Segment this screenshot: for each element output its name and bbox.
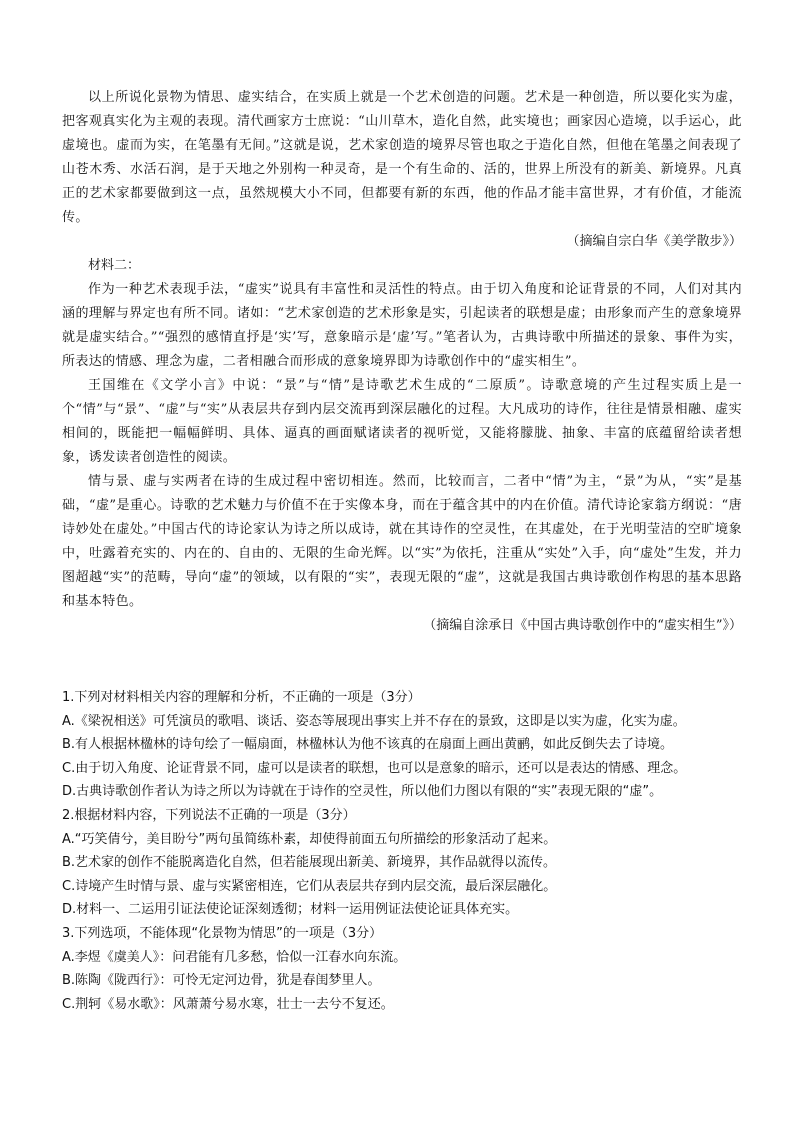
material-two-source: （摘编自涂承日《中国古典诗歌创作中的“虚实相生”》） [423, 618, 742, 633]
question-2-option-b: B.艺术家的创作不能脱离造化自然，但若能展现出新美、新境界，其作品就得以流传。 [62, 855, 557, 871]
question-3-stem: 3.下列选项，不能体现“化景物为情思”的一项是（3分） [62, 925, 383, 941]
question-section [62, 686, 752, 1016]
question-3-option-c: C.荆轲《易水歌》：风萧萧兮易水寒，壮士一去兮不复还。 [62, 996, 394, 1012]
question-2-option-c: C.诗境产生时情与景、虚与实紧密相连，它们从表层共存到内层交流，最后深层融化。 [62, 878, 557, 894]
question-1-option-b: B.有人根据林楹林的诗句绘了一幅扇面，林楹林认为他不该真的在扇面上画出黄鹂，如此反倒失去了诗境。 [62, 737, 674, 753]
material-two-label: 材料二： [88, 258, 141, 273]
question-2-stem: 2.根据材料内容，下列说法不正确的一项是（3分） [62, 807, 356, 823]
question-1-stem: 1.下列对材料相关内容的理解和分析，不正确的一项是（3分） [62, 690, 421, 705]
question-1-option-d: D.古典诗歌创作者认为诗之所以为诗就在于诗作的空灵性，所以他们力图以有限的“实”表现无限的“虚”。 [62, 784, 663, 800]
material-two-paragraph-1: 作为一种艺术表现手法，“虚实”说具有丰富性和灵活性的特点。由于切入角度和论证背景的不同，人们对其内涵的理解与界定也有所不同。诸如：“艺术家创造的艺术形象是实，引起读者的联想是虚；由形象而产生的意象境界就是虚实结合。”“强烈的感情直抒是‘实’写，意象暗示是‘虚’写。”笔者认为，古典诗歌中所描述的景象、事件为实，所表达的情感、理念为虚，二者相融合而形成的意象境界即为诗歌创作中的“虚实相生”。 [62, 282, 742, 369]
question-2-option-a: A.“巧笑倩兮，美目盼兮”两句虽简练朴素，却使得前面五句所描绘的形象活动了起来。 [62, 831, 557, 847]
question-2-option-d: D.材料一、二运用引证法使论证深刻透彻；材料一运用例证法使论证具体充实。 [62, 902, 519, 918]
material-two-paragraph-3: 情与景、虚与实两者在诗的生成过程中密切相连。然而，比较而言，二者中“情”为主，“景”为从，“实”是基础，“虚”是重心。诗歌的艺术魅力与价值不在于实像本身，而在于蕴含其中的内在价值。清代诗论家翁方纲说：“唐诗妙处在虚处。”中国古代的诗论家认为诗之所以成诗，就在其诗作的空灵性，在其虚处，在于光明莹洁的空旷境象中，吐露着充实的、内在的、自由的、无限的生命光辉。以“实”为依托，注重从“实处”入手，向“虚处”生发，并力图超越“实”的范畴，导向“虚”的领域，以有限的“实”，表现无限的“虚”，这就是我国古典诗歌创作构思的基本思路和基本特色。 [62, 474, 742, 609]
question-3-option-b: B.陈陶《陇西行》：可怜无定河边骨，犹是春闺梦里人。 [62, 973, 381, 989]
material-one-source: （摘编自宗白华《美学散步》） [566, 234, 742, 249]
material-two-paragraph-2: 王国维在《文学小言》中说：“景”与“情”是诗歌艺术生成的“二原质”。诗歌意境的产生过程实质上是一个“情”与“景”、“虚”与“实”从表层共存到内层交流再到深层融化的过程。大凡成功的诗作，往往是情景相融、虚实相间的，既能把一幅幅鲜明、具体、逼真的画面赋诸读者的视听觉，又能将朦胧、抽象、丰富的底蕴留给读者想象，诱发读者创造性的阅读。 [62, 378, 742, 465]
question-1-option-c: C.由于切入角度、论证背景不同，虚可以是读者的联想，也可以是意象的暗示，还可以是表达的情感、理念。 [62, 760, 687, 776]
question-1-option-a: A.《梁祝相送》可凭演员的歌唱、谈话、姿态等展现出事实上并不存在的景致，这即是以实为虚，化实为虚。 [62, 713, 686, 729]
material-one-paragraph: 以上所说化景物为情思、虚实结合，在实质上就是一个艺术创造的问题。艺术是一种创造，所以要化实为虚，把客观真实化为主观的表现。清代画家方士庶说：“山川草木，造化自然，此实境也；画家因心造境，以手运心，此虚境也。虚而为实，在笔墨有无间。”这就是说，艺术家创造的境界尽管也取之于造化自然，但他在笔墨之间表现了山苍木秀、水活石润，是于天地之外别构一种灵奇，是一个有生命的、活的，世界上所没有的新美、新境界。凡真正的艺术家都要做到这一点，虽然规模大小不同，但都要有新的东西，他的作品才能丰富世界，才有价值，才能流传。 [62, 90, 742, 225]
reading-passage [62, 86, 742, 638]
question-3-option-a: A.李煜《虞美人》：问君能有几多愁，恰似一江春水向东流。 [62, 949, 407, 965]
